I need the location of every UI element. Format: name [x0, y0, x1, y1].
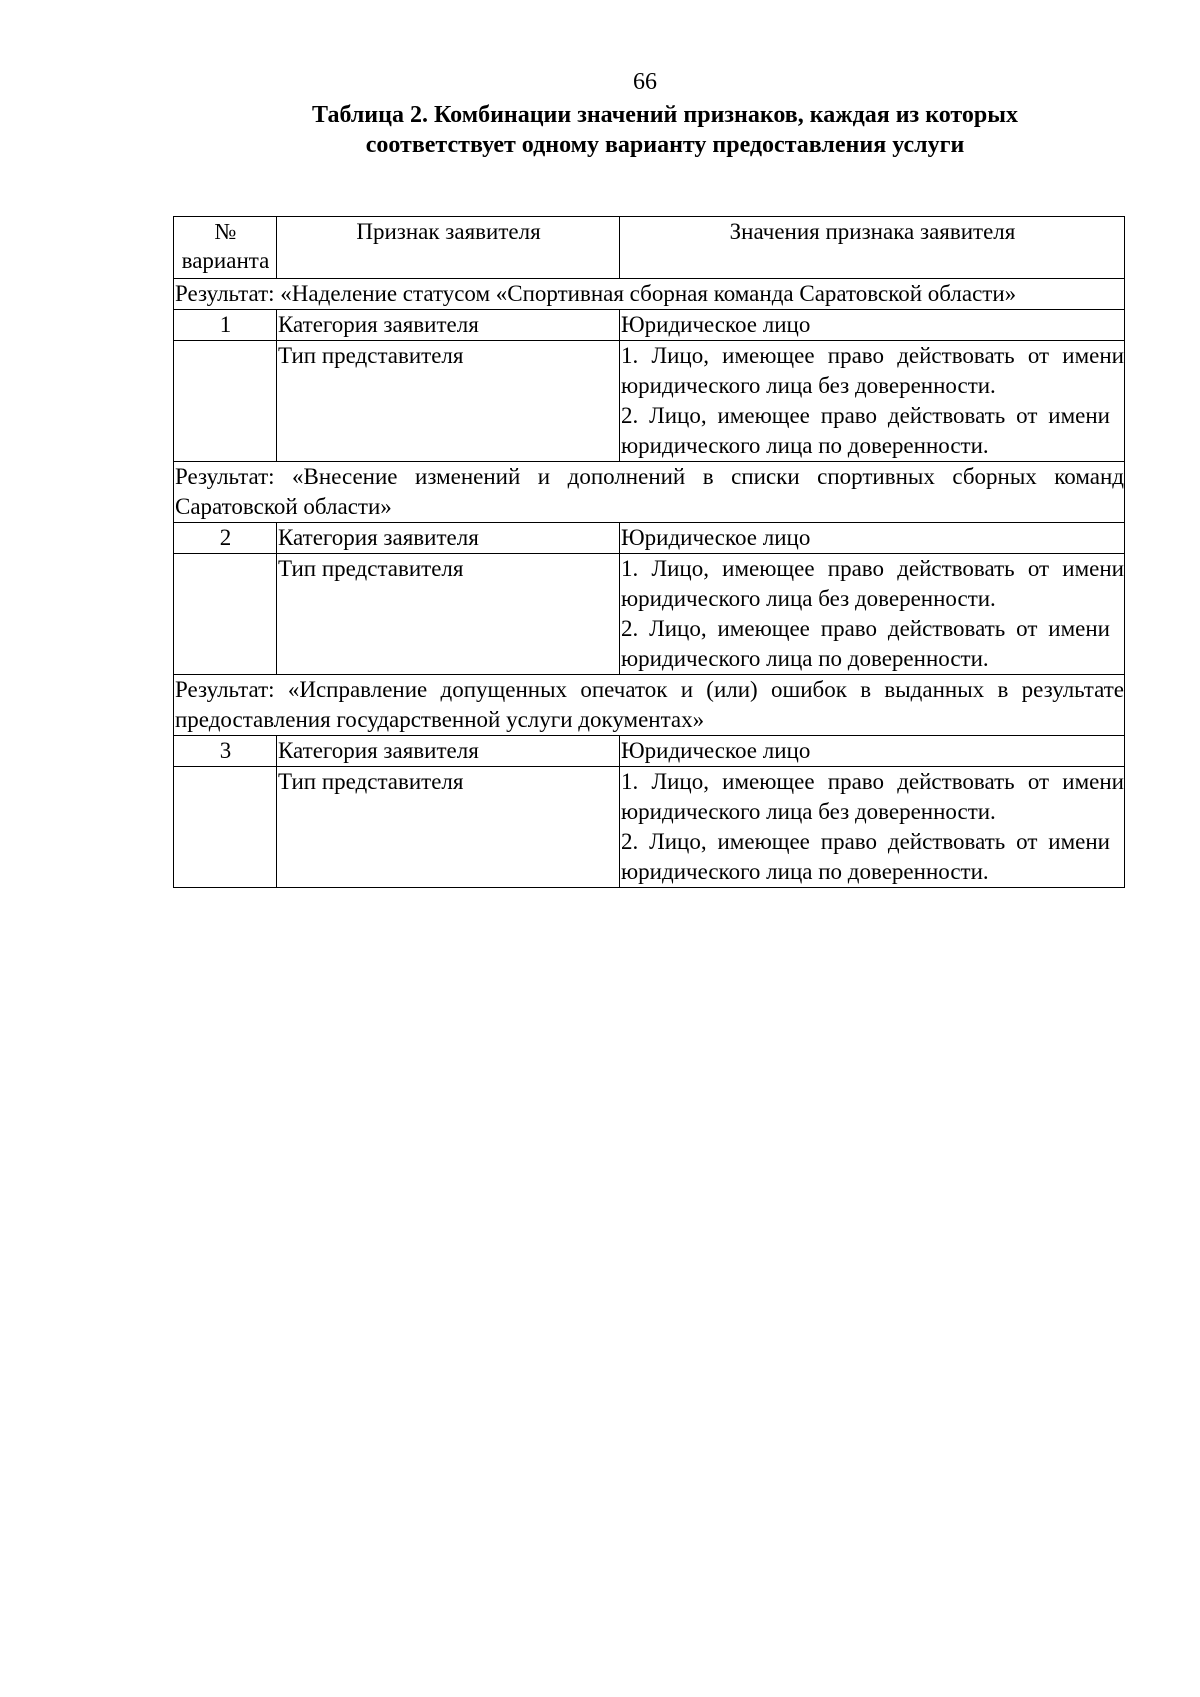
representative-value-1: 1. Лицо, имеющее право действовать от имени юридического лица без доверенности.: [621, 556, 1124, 611]
representative-row: [174, 341, 1125, 462]
variant-number: 3: [174, 736, 277, 767]
representative-label: Тип представителя: [277, 554, 620, 675]
category-row: [174, 310, 1125, 341]
result-row: [174, 279, 1125, 310]
page-number: 66: [633, 69, 657, 95]
category-label: Категория заявителя: [277, 310, 620, 341]
representative-value-2: 2. Лицо, имеющее право действовать от имени юридического лица по доверенности.: [621, 616, 1110, 671]
category-value: Юридическое лицо: [620, 736, 1125, 767]
variant-number: 2: [174, 523, 277, 554]
empty-cell: [174, 554, 277, 675]
table-title-line-2: соответствует одному варианту предоставления услуги: [365, 132, 965, 158]
category-value: Юридическое лицо: [620, 523, 1125, 554]
table-title: [240, 100, 1090, 160]
empty-cell: [174, 341, 277, 462]
variants-table: [173, 216, 1125, 888]
representative-row: [174, 767, 1125, 888]
representative-label: Тип представителя: [277, 341, 620, 462]
result-text: Результат: «Внесение изменений и дополнений в списки спортивных сборных команд Саратовской области»: [174, 462, 1125, 523]
result-text: Результат: «Исправление допущенных опечаток и (или) ошибок в выданных в результате предоставления государственной услуги документах»: [174, 675, 1125, 736]
representative-value-1: 1. Лицо, имеющее право действовать от имени юридического лица без доверенности.: [621, 769, 1124, 824]
empty-cell: [174, 767, 277, 888]
representative-row: [174, 554, 1125, 675]
category-label: Категория заявителя: [277, 523, 620, 554]
category-label: Категория заявителя: [277, 736, 620, 767]
category-row: [174, 523, 1125, 554]
representative-values: [620, 767, 1125, 888]
representative-values: [620, 554, 1125, 675]
header-variant-number: № варианта: [174, 217, 277, 279]
representative-values: [620, 341, 1125, 462]
result-row: [174, 675, 1125, 736]
result-row: [174, 462, 1125, 523]
representative-value-1: 1. Лицо, имеющее право действовать от имени юридического лица без доверенности.: [621, 343, 1124, 398]
variant-number: 1: [174, 310, 277, 341]
representative-value-2: 2. Лицо, имеющее право действовать от имени юридического лица по доверенности.: [621, 403, 1110, 458]
header-applicant-attribute: Признак заявителя: [277, 217, 620, 279]
header-attribute-values: Значения признака заявителя: [620, 217, 1125, 279]
representative-value-2: 2. Лицо, имеющее право действовать от имени юридического лица по доверенности.: [621, 829, 1110, 884]
result-text: Результат: «Наделение статусом «Спортивная сборная команда Саратовской области»: [174, 279, 1125, 310]
category-value: Юридическое лицо: [620, 310, 1125, 341]
representative-label: Тип представителя: [277, 767, 620, 888]
table-title-line-1: Таблица 2. Комбинации значений признаков, каждая из которых: [312, 102, 1018, 128]
category-row: [174, 736, 1125, 767]
table-header-row: [174, 217, 1125, 279]
